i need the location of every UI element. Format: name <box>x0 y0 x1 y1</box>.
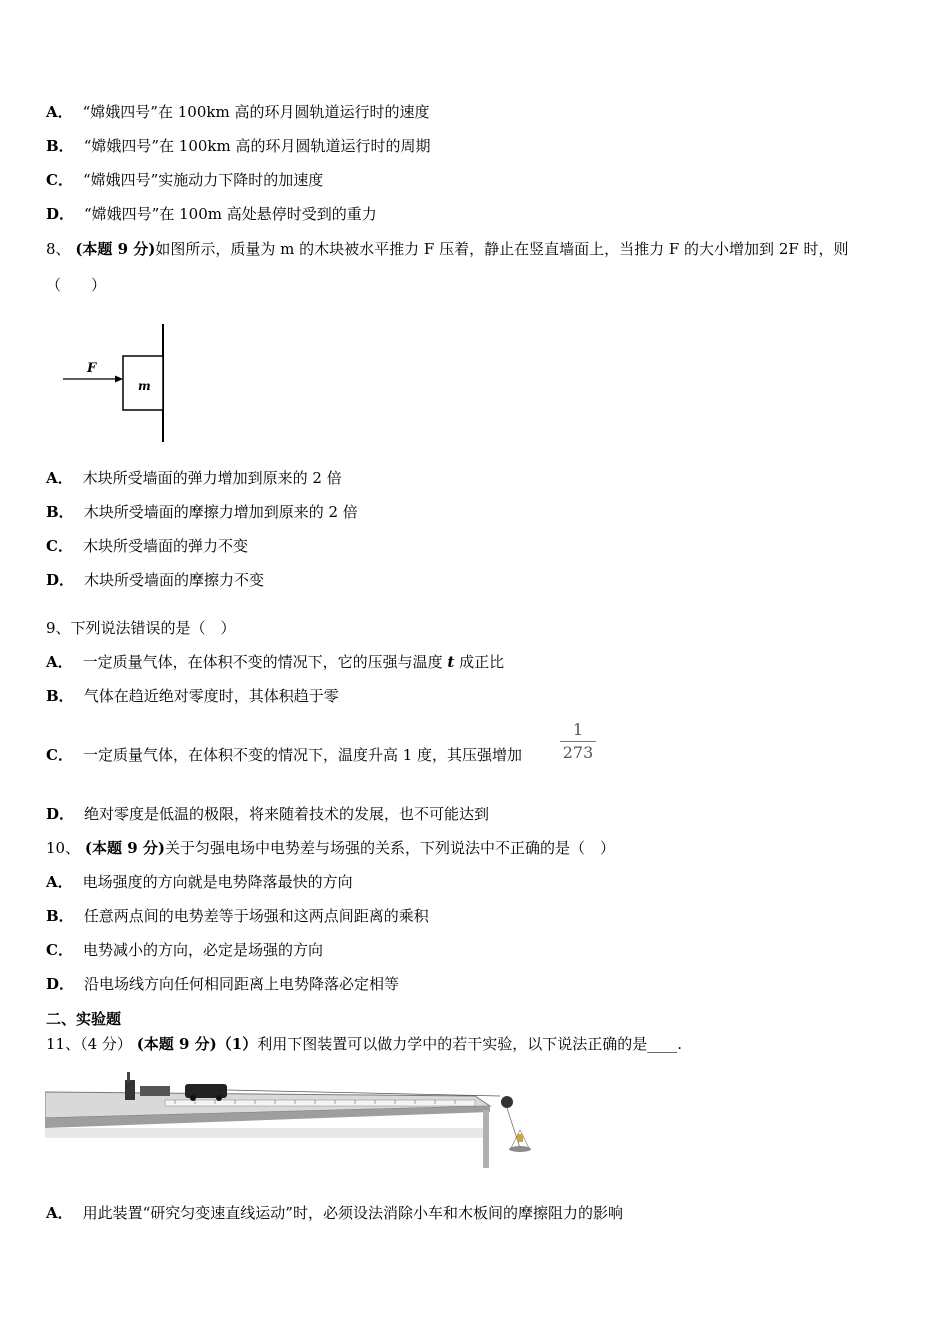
q7-option-d <box>46 204 377 224</box>
option-label: A． <box>46 1204 73 1222</box>
question-points: （4 分） <box>80 1035 132 1053</box>
q9-option-d <box>46 804 489 824</box>
timer <box>125 1080 135 1100</box>
option-label: C． <box>46 171 73 189</box>
option-text: 绝对零度是低温的极限，将来随着技术的发展，也不可能达到 <box>84 805 490 823</box>
option-label: A． <box>46 653 73 671</box>
q10-stem <box>46 838 615 858</box>
arrow-head <box>115 376 123 383</box>
question-number: 10、 <box>46 839 81 857</box>
option-label: C． <box>46 941 73 959</box>
q9-stem: 9、下列说法错误的是（ ） <box>46 619 236 637</box>
option-text: “嫦娥四号”实施动力下降时的加速度 <box>82 171 324 189</box>
q8-option-c <box>46 536 248 556</box>
option-text: 一定质量气体，在体积不变的情况下，温度升高 1 度，其压强增加 <box>82 746 523 764</box>
option-text: 任意两点间的电势差等于场强和这两点间距离的乘积 <box>83 907 429 925</box>
q7-option-a <box>46 102 429 122</box>
q9-option-c <box>46 745 522 765</box>
option-label: C． <box>46 537 73 555</box>
force-label: F <box>87 361 97 376</box>
q8-figure <box>55 320 195 450</box>
q10-option-d <box>46 974 399 994</box>
q9-option-a <box>46 652 504 672</box>
option-label: D． <box>46 805 75 823</box>
q8-option-a <box>46 468 342 488</box>
option-label: D． <box>46 205 75 223</box>
section-title: 二、实验题 <box>46 1010 122 1028</box>
mass-label: m <box>138 379 151 393</box>
option-text: 电场强度的方向就是电势降落最快的方向 <box>82 873 353 891</box>
option-text: 用此装置“研究匀变速直线运动”时，必须设法消除小车和木板间的摩擦阻力的影响 <box>82 1204 623 1222</box>
option-text: 气体在趋近绝对零度时，其体积趋于零 <box>83 687 339 705</box>
option-text: 电势减小的方向，必定是场强的方向 <box>82 941 323 959</box>
option-label: D． <box>46 975 75 993</box>
fraction-bar <box>560 741 596 742</box>
q8-option-b <box>46 502 358 522</box>
q8-blank: （ ） <box>46 276 107 294</box>
q9-option-b <box>46 686 339 706</box>
option-text: 一定质量气体，在体积不变的情况下，它的压强与温度 <box>82 653 448 671</box>
ruler <box>165 1100 475 1106</box>
question-part: （1） <box>216 1035 258 1053</box>
table-edge <box>483 1110 489 1168</box>
q7-option-c <box>46 170 323 190</box>
option-label: D． <box>46 571 75 589</box>
option-label: B． <box>46 137 74 155</box>
question-text: 关于匀强电场中电势差与场强的关系，下列说法中不正确的是（ ） <box>164 839 615 857</box>
question-score: (本题 9 分) <box>84 839 165 857</box>
q10-option-c <box>46 940 323 960</box>
question-score: (本题 9 分) <box>136 1035 217 1053</box>
variable-t: t <box>447 653 455 671</box>
q10-option-a <box>46 872 353 892</box>
pulley <box>501 1096 513 1108</box>
question-number: 8、 <box>46 240 71 258</box>
option-label: A． <box>46 103 73 121</box>
answer-blank: ____. <box>647 1035 682 1053</box>
option-label: A． <box>46 873 73 891</box>
q10-option-b <box>46 906 429 926</box>
fraction-1-273 <box>560 720 596 763</box>
weight-pan <box>509 1146 531 1152</box>
q8-option-d <box>46 570 264 590</box>
question-score: (本题 9 分) <box>75 240 156 258</box>
option-text: 木块所受墙面的摩擦力不变 <box>84 571 265 589</box>
option-label: B． <box>46 907 74 925</box>
q7-option-b <box>46 136 431 156</box>
q8-stem <box>46 239 849 259</box>
option-text: 木块所受墙面的摩擦力增加到原来的 2 倍 <box>83 503 358 521</box>
option-text: “嫦娥四号”在 100km 高的环月圆轨道运行时的速度 <box>82 103 430 121</box>
option-text-end: 成正比 <box>454 653 505 671</box>
fraction-denominator: 273 <box>562 743 594 762</box>
option-text: “嫦娥四号”在 100m 高处悬停时受到的重力 <box>84 205 377 223</box>
fraction-numerator: 1 <box>572 720 584 739</box>
question-text: 如图所示，质量为 m 的木块被水平推力 F 压着，静止在竖直墙面上，当推力 F 的大小增加到 2F 时，则 <box>155 240 849 258</box>
option-text: 沿电场线方向任何相同距离上电势降落必定相等 <box>84 975 400 993</box>
option-text: “嫦娥四号”在 100km 高的环月圆轨道运行时的周期 <box>83 137 431 155</box>
q11-stem <box>46 1034 682 1054</box>
option-label: C． <box>46 746 73 764</box>
q11-option-a <box>46 1203 623 1223</box>
question-number: 11、 <box>46 1035 81 1053</box>
option-text: 木块所受墙面的弹力不变 <box>82 537 248 555</box>
option-label: B． <box>46 503 74 521</box>
question-text: 利用下图装置可以做力学中的若干实验，以下说法正确的是 <box>257 1035 648 1053</box>
apparatus-photo <box>45 1070 537 1168</box>
option-text: 木块所受墙面的弹力增加到原来的 2 倍 <box>82 469 342 487</box>
option-label: A． <box>46 469 73 487</box>
option-label: B． <box>46 687 74 705</box>
